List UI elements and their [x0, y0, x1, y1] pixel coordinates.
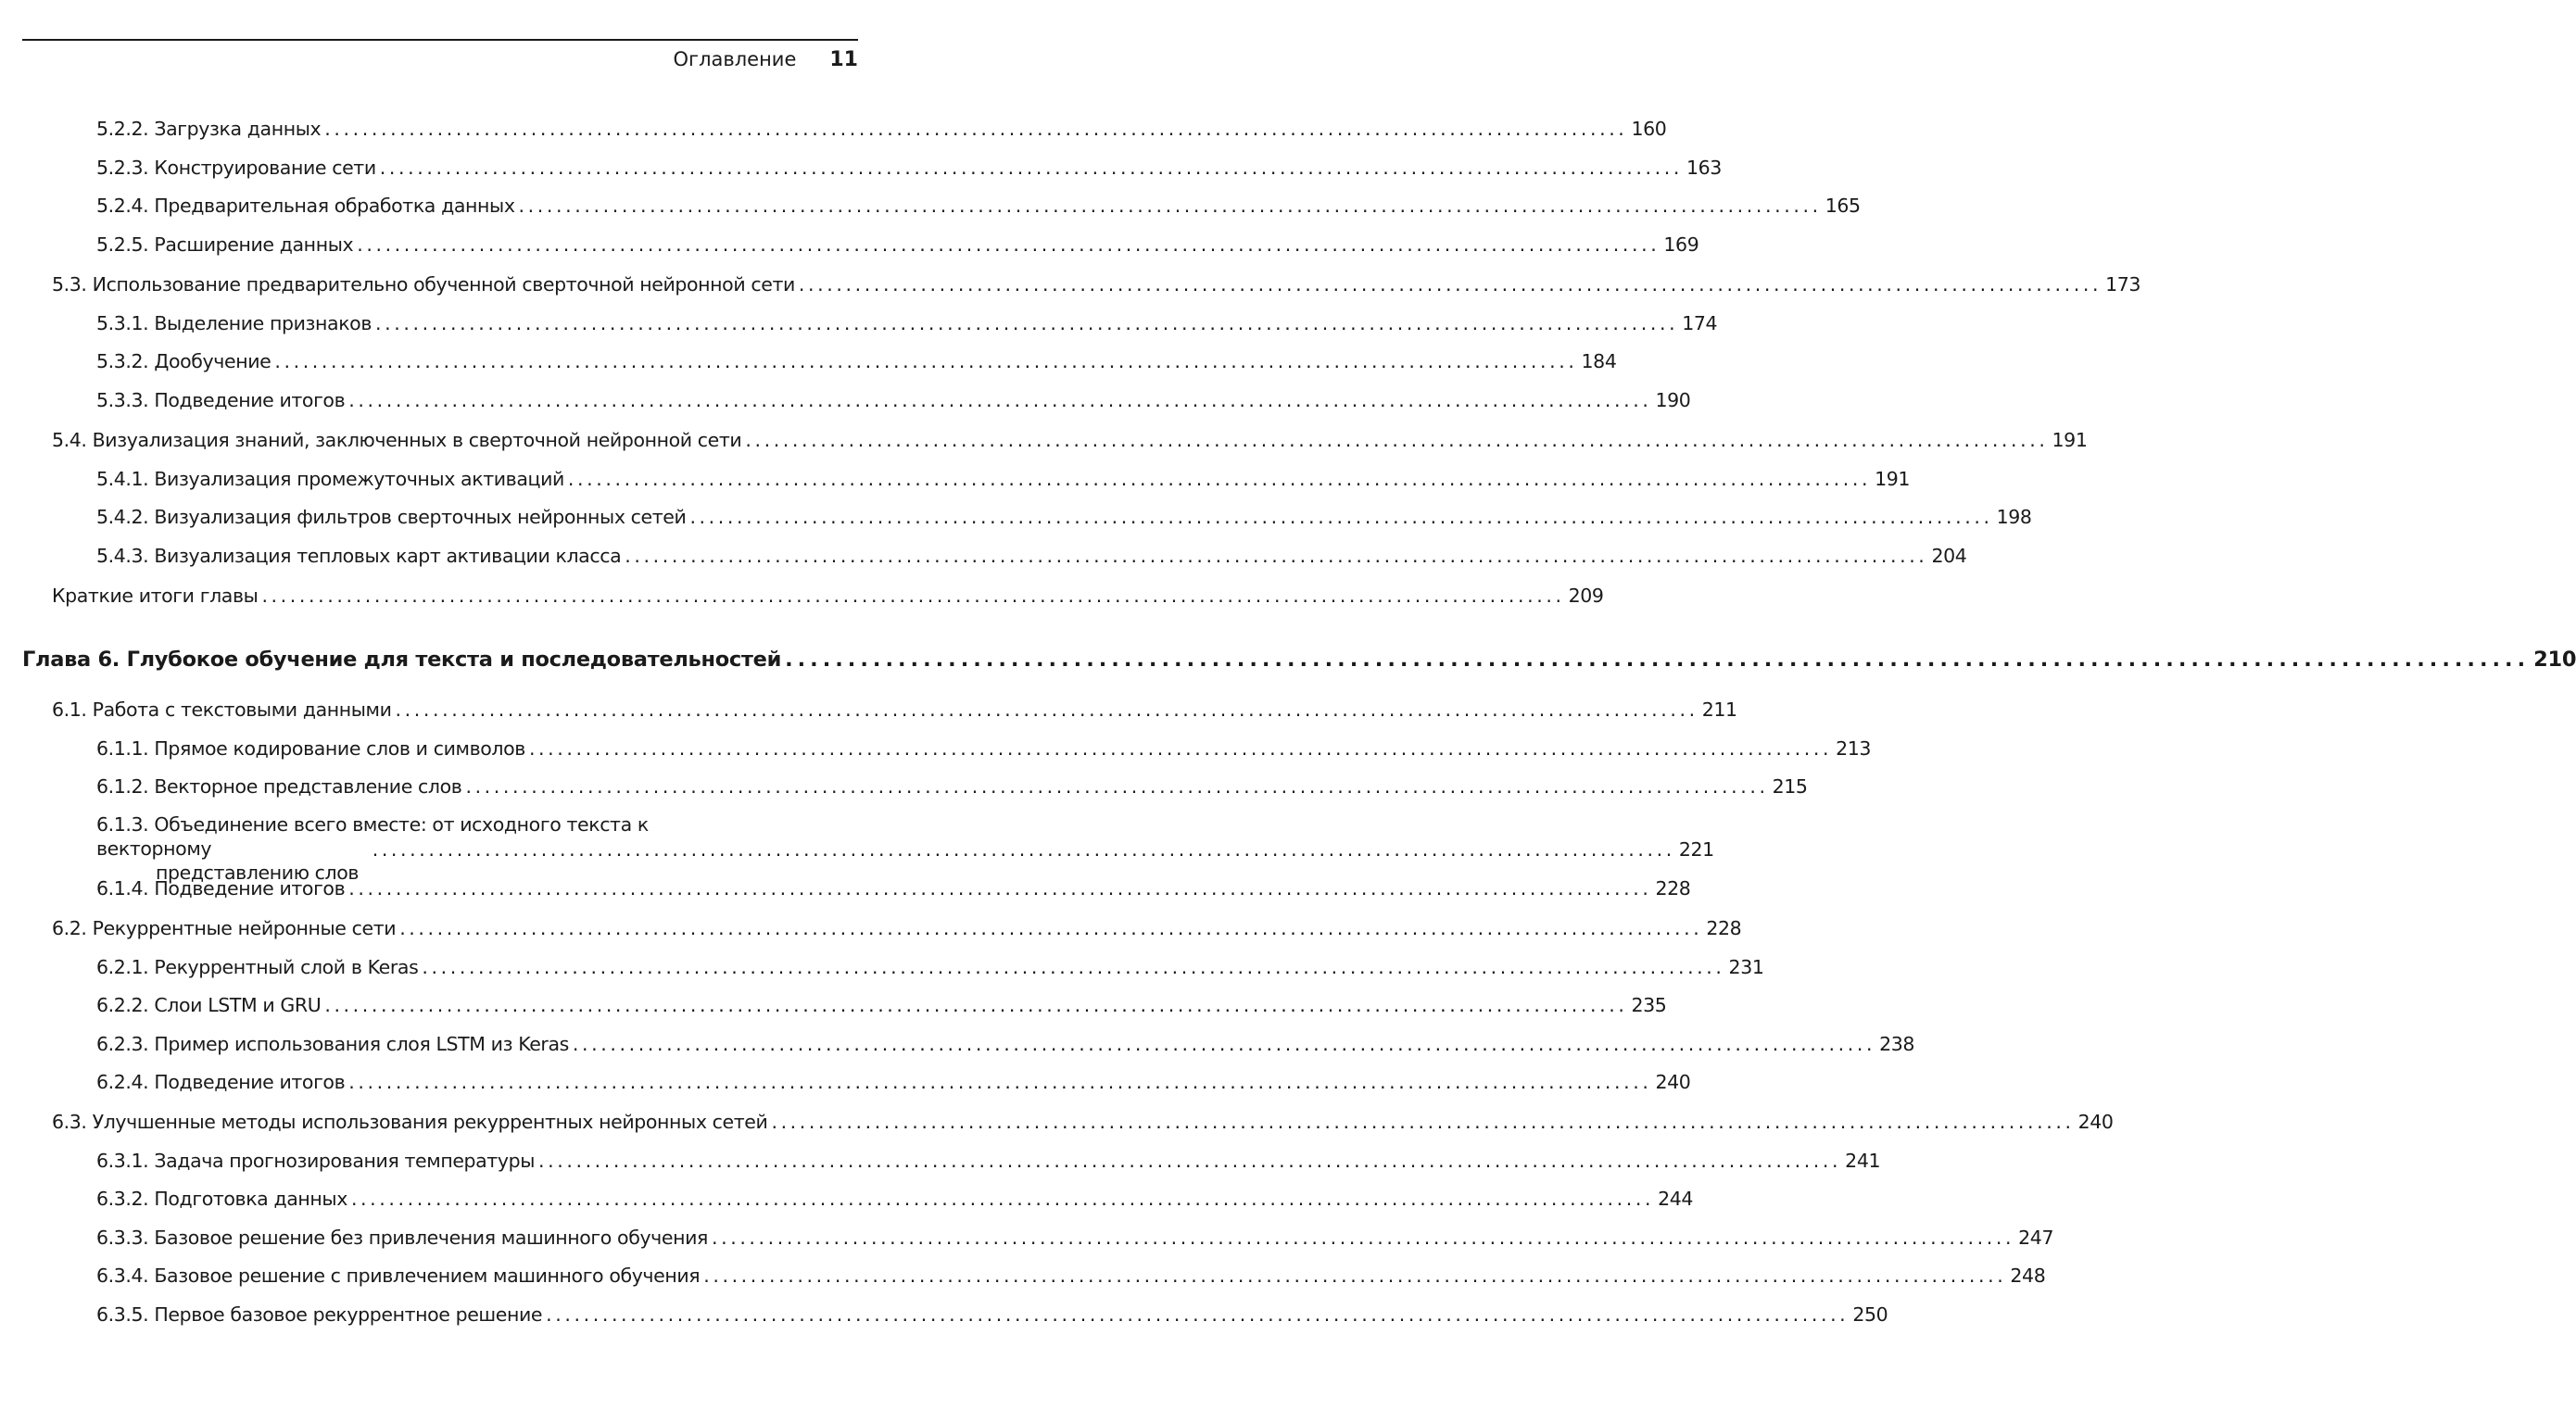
toc-entry-label: 5.4.3. Визуализация тепловых карт активации класса	[96, 545, 622, 567]
toc-entry[interactable]	[96, 876, 1691, 900]
leader-dots: ...........................................................................................................................................	[348, 1071, 1652, 1093]
leader-dots: ...........................................................................................................................................	[771, 1111, 2075, 1133]
toc-entry-page: 221	[1678, 838, 1714, 861]
leader-dots: ...........................................................................................................................................	[395, 698, 1698, 721]
toc-entry-page: 240	[1655, 1071, 1691, 1093]
toc-entry-page: 211	[1701, 698, 1737, 721]
toc-entry[interactable]	[96, 1070, 1691, 1094]
leader-dots: ...........................................................................................................................................	[261, 585, 1565, 607]
toc-entry-page: 191	[2052, 429, 2088, 451]
toc-entry[interactable]	[96, 349, 1617, 373]
leader-dots: ...........................................................................................................................................	[379, 157, 1683, 179]
toc-entry[interactable]	[96, 955, 1764, 979]
toc-entry-page: 209	[1568, 585, 1604, 607]
leader-dots: ...........................................................................................................................................	[567, 468, 1872, 490]
leader-dots: ...........................................................................................................................................	[518, 195, 1822, 217]
toc-entry[interactable]	[52, 1110, 2114, 1134]
toc-entry-page: 235	[1631, 994, 1667, 1016]
toc-entry[interactable]	[96, 1226, 2054, 1250]
leader-dots: ...........................................................................................................................................	[324, 118, 1628, 140]
toc-entry-page: 174	[1682, 312, 1718, 334]
toc-entry-page: 190	[1655, 389, 1691, 411]
toc-entry-page: 163	[1686, 157, 1722, 179]
toc-entry-page: 244	[1658, 1188, 1694, 1210]
leader-dots: ...........................................................................................................................................	[324, 994, 1628, 1016]
toc-entry[interactable]	[96, 1302, 1888, 1327]
toc-entry-page: 173	[2105, 273, 2141, 296]
toc-entry-label-line2: представлению слов	[156, 862, 360, 884]
toc-entry[interactable]	[52, 272, 2141, 296]
toc-entry-page: 241	[1845, 1150, 1881, 1172]
leader-dots: ...........................................................................................................................................	[348, 389, 1652, 411]
toc-entry[interactable]	[52, 428, 2088, 452]
page-number: 11	[829, 48, 858, 71]
toc-entry[interactable]	[96, 467, 1911, 491]
leader-dots: ...........................................................................................................................................	[625, 545, 1928, 567]
leader-dots: ...........................................................................................................................................	[745, 429, 2049, 451]
toc-entry-continuation[interactable]	[96, 837, 1714, 862]
toc-entry-label: 6.2.4. Подведение итогов	[96, 1071, 346, 1093]
leader-dots: ...........................................................................................................................................	[711, 1227, 2015, 1249]
toc-entry-label: 6.3.3. Базовое решение без привлечения машинного обучения	[96, 1227, 708, 1249]
toc-entry-label: 6.3.1. Задача прогнозирования температуры	[96, 1150, 535, 1172]
toc-chapter-label: Глава 6. Глубокое обучение для текста и последовательностей	[22, 648, 782, 672]
toc-entry-label: 5.3.1. Выделение признаков	[96, 312, 373, 334]
toc-entry-label-line1: 6.1.3. Объединение всего вместе: от исходного текста к векторному	[96, 813, 649, 860]
leader-dots: ...........................................................................................................................................	[528, 737, 1833, 760]
toc-entry-page: 238	[1879, 1033, 1915, 1055]
toc-entry[interactable]	[96, 505, 2032, 529]
toc-entry-label: 5.2.5. Расширение данных	[96, 233, 354, 256]
toc-entry-label: 5.4.1. Визуализация промежуточных активаций	[96, 468, 564, 490]
toc-entry-label: 6.3. Улучшенные методы использования рекуррентных нейронных сетей	[52, 1111, 768, 1133]
toc-entry[interactable]	[96, 156, 1722, 180]
toc-chapter-entry[interactable]	[22, 648, 2576, 672]
leader-dots: ...........................................................................................................................................	[572, 1033, 1876, 1055]
toc-entry[interactable]	[52, 698, 1737, 722]
toc-entry-page: 240	[2077, 1111, 2114, 1133]
toc-entry-page: 213	[1836, 737, 1872, 760]
toc-entry[interactable]	[96, 1149, 1881, 1173]
toc-entry-label: 5.2.4. Предварительная обработка данных	[96, 195, 515, 217]
toc-entry-page: 184	[1581, 350, 1617, 372]
toc-entry-page: 247	[2018, 1227, 2054, 1249]
leader-dots: ...........................................................................................................................................	[375, 312, 1679, 334]
leader-dots: ...........................................................................................................................................	[422, 956, 1725, 978]
toc-chapter-page: 210	[2533, 648, 2576, 672]
toc-entry-label: 5.3. Использование предварительно обученной сверточной нейронной сети	[52, 273, 795, 296]
toc-entry-label: 5.3.2. Дообучение	[96, 350, 271, 372]
toc-entry[interactable]	[96, 388, 1691, 412]
leader-dots: ...........................................................................................................................................	[703, 1265, 2007, 1287]
toc-entry[interactable]	[96, 993, 1667, 1017]
toc-entry-page: 215	[1772, 775, 1808, 798]
toc-entry-label: 6.2.3. Пример использования слоя LSTM из Keras	[96, 1033, 569, 1055]
toc-entry[interactable]	[52, 916, 1742, 940]
toc-entry-page: 228	[1706, 917, 1742, 939]
leader-dots: ...........................................................................................................................................	[546, 1303, 1850, 1326]
toc-entry[interactable]	[96, 194, 1861, 218]
leader-dots: ...........................................................................................................................................	[357, 233, 1661, 256]
toc-entry-label: 5.4.2. Визуализация фильтров сверточных нейронных сетей	[96, 506, 687, 528]
toc-entry-page: 231	[1728, 956, 1764, 978]
toc-entry[interactable]	[96, 233, 1699, 257]
toc-entry-label: 6.3.5. Первое базовое рекуррентное решение	[96, 1303, 543, 1326]
toc-entry-label: 5.2.3. Конструирование сети	[96, 157, 376, 179]
leader-dots: ...........................................................................................................................................	[274, 350, 1578, 372]
leader-dots: ...........................................................................................................................................	[785, 648, 2531, 672]
leader-dots: ...........................................................................................................................................	[348, 877, 1652, 900]
toc-entry-label: 6.1.1. Прямое кодирование слов и символов	[96, 737, 525, 760]
leader-dots: ...........................................................................................................................................	[399, 917, 1703, 939]
toc-entry-label: 5.3.3. Подведение итогов	[96, 389, 346, 411]
toc-entry[interactable]	[96, 544, 1967, 568]
toc-entry[interactable]	[96, 1032, 1915, 1056]
header-rule	[22, 39, 858, 41]
toc-entry-label: 5.4. Визуализация знаний, заключенных в сверточной нейронной сети	[52, 429, 742, 451]
toc-entry-page: 160	[1631, 118, 1667, 140]
leader-dots: ...........................................................................................................................................	[465, 775, 1769, 798]
toc-entry[interactable]	[96, 736, 1872, 761]
section-title: Оглавление	[673, 48, 797, 70]
toc-entry[interactable]	[96, 311, 1718, 335]
toc-entry[interactable]	[96, 774, 1808, 799]
toc-entry-label: 6.3.2. Подготовка данных	[96, 1188, 347, 1210]
leader-dots: ...........................................................................................................................................	[537, 1150, 1842, 1172]
toc-entry-label: 6.1.4. Подведение итогов	[96, 877, 346, 900]
leader-dots: ...........................................................................................................................................	[798, 273, 2102, 296]
toc-entry-page: 228	[1655, 877, 1691, 900]
toc-entry-page: 198	[1996, 506, 2032, 528]
toc-entry-page: 165	[1825, 195, 1861, 217]
toc-entry-label: 6.2.2. Слои LSTM и GRU	[96, 994, 322, 1016]
toc-entry[interactable]	[96, 117, 1667, 141]
running-header	[674, 48, 859, 71]
toc-entry[interactable]	[52, 584, 1604, 608]
toc-entry[interactable]	[96, 1187, 1694, 1211]
toc-entry[interactable]	[96, 1264, 2046, 1288]
toc-entry-label: 6.2. Рекуррентные нейронные сети	[52, 917, 397, 939]
toc-entry-label: 5.2.2. Загрузка данных	[96, 118, 322, 140]
toc-entry-page: 204	[1931, 545, 1967, 567]
toc-entry-page: 169	[1663, 233, 1699, 256]
toc-entry-label: 6.1.2. Векторное представление слов	[96, 775, 462, 798]
toc-entry-page: 191	[1875, 468, 1911, 490]
toc-entry-label: 6.2.1. Рекуррентный слой в Keras	[96, 956, 419, 978]
toc-entry-label: 6.3.4. Базовое решение с привлечением машинного обучения	[96, 1265, 701, 1287]
toc-entry-label: 6.1. Работа с текстовыми данными	[52, 698, 392, 721]
leader-dots: ...........................................................................................................................................	[350, 1188, 1655, 1210]
leader-dots: ...........................................................................................................................................	[689, 506, 1993, 528]
toc-entry-label: Краткие итоги главы	[52, 585, 259, 607]
toc-entry-page: 248	[2010, 1265, 2046, 1287]
toc-entry-page: 250	[1852, 1303, 1888, 1326]
leader-dots: ...........................................................................................................................................	[372, 838, 1675, 861]
